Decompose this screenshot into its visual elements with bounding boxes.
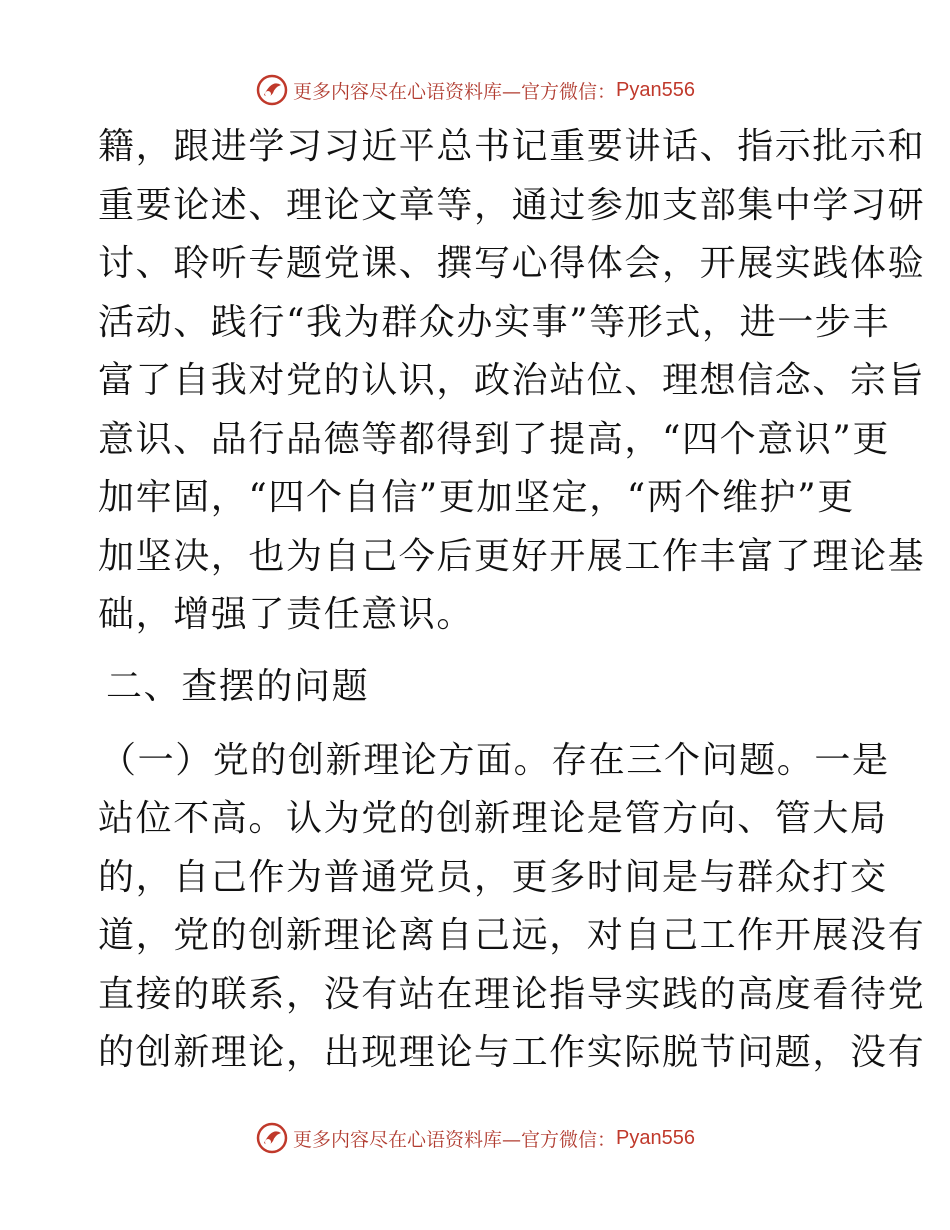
watermark-text: 更多内容尽在心语资料库—官方微信： <box>293 80 617 103</box>
body-line: 的创新理论，出现理论与工作实际脱节问题，没有 <box>98 1032 926 1073</box>
watermark-text: 更多内容尽在心语资料库—官方微信： <box>293 1128 617 1151</box>
body-line: 道，党的创新理论离自己远，对自己工作开展没有 <box>98 915 926 956</box>
section-heading: 二、查摆的问题 <box>106 666 370 707</box>
body-line: 讨、聆听专题党课、撰写心得体会，开展实践体验 <box>98 243 926 284</box>
body-line: 意识、品行品德等都得到了提高，“四个意识”更 <box>98 419 891 460</box>
seal-logo-icon <box>255 1121 289 1155</box>
seal-logo-icon <box>255 73 289 107</box>
watermark-header <box>0 70 950 110</box>
body-line: 加坚决，也为自己今后更好开展工作丰富了理论基 <box>98 536 926 577</box>
body-line: 籍，跟进学习习近平总书记重要讲话、指示批示和 <box>98 126 926 167</box>
watermark-footer <box>0 1118 950 1158</box>
watermark-wechat-id: Pyan556 <box>616 78 695 101</box>
body-line: 重要论述、理论文章等，通过参加支部集中学习研 <box>98 185 926 226</box>
body-line: （一）党的创新理论方面。存在三个问题。一是 <box>100 740 890 781</box>
body-line: 础，增强了责任意识。 <box>98 594 475 635</box>
body-line: 加牢固，“四个自信”更加坚定，“两个维护”更 <box>98 477 855 518</box>
body-line: 站位不高。认为党的创新理论是管方向、管大局 <box>98 798 888 839</box>
body-line: 活动、践行“我为群众办实事”等形式，进一步丰 <box>98 302 891 343</box>
watermark-wechat-id: Pyan556 <box>616 1126 695 1149</box>
body-line: 富了自我对党的认识，政治站位、理想信念、宗旨 <box>98 360 926 401</box>
body-line: 直接的联系，没有站在理论指导实践的高度看待党 <box>98 974 926 1015</box>
body-line: 的，自己作为普通党员，更多时间是与群众打交 <box>98 857 888 898</box>
